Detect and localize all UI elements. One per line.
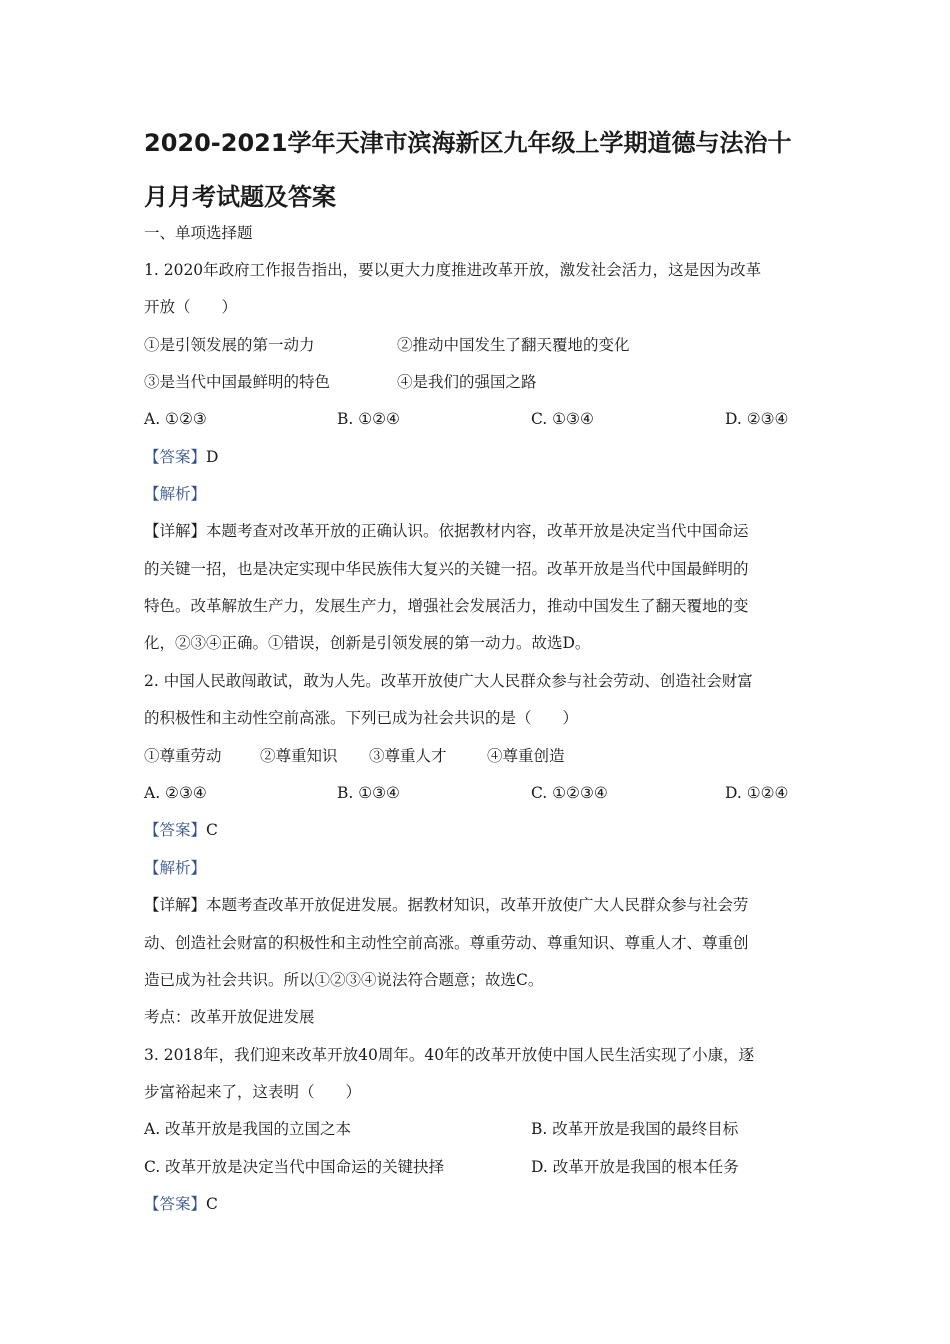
q2-detail-line-1 — [144, 894, 808, 916]
q1-detail-line-4: 化，②③④正确。①错误，创新是引领发展的第一动力。故选D。 — [144, 634, 591, 652]
q3-option-d: D. 改革开放是我国的根本任务 — [531, 1158, 739, 1176]
title-line-1: 2020-2021学年天津市滨海新区九年级上学期道德与法治十 — [144, 129, 792, 157]
q2-detail-tag: 【详解】 — [144, 896, 207, 914]
q2-detail-text-1: 本题考查改革开放促进发展。据教材知识，改革开放使广大人民群众参与社会劳 — [206, 896, 749, 914]
q1-statement-1: ①是引领发展的第一动力 — [144, 336, 315, 354]
q2-statement-2: ②尊重知识 — [260, 747, 338, 765]
q2-answer-value: C — [206, 821, 218, 839]
q1-detail-tag: 【详解】 — [144, 522, 207, 540]
q2-answer — [144, 819, 808, 841]
q2-kaodian: 考点：改革开放促进发展 — [144, 1008, 315, 1026]
title-line-2: 月月考试题及答案 — [144, 183, 336, 211]
section-heading: 一、单项选择题 — [144, 224, 253, 242]
q1-option-a: A. ①②③ — [144, 410, 207, 428]
q2-statement-4: ④尊重创造 — [487, 747, 565, 765]
q1-detail-line-1 — [144, 520, 808, 542]
q3-option-a: A. 改革开放是我国的立国之本 — [144, 1120, 352, 1138]
q1-answer-tag: 【答案】 — [144, 448, 207, 466]
q1-stem-line-1: 1. 2020年政府工作报告指出，要以更大力度推进改革开放，激发社会活力，这是因为改革 — [144, 261, 762, 279]
q3-answer-tag: 【答案】 — [144, 1195, 207, 1213]
q1-statement-3: ③是当代中国最鲜明的特色 — [144, 373, 331, 391]
q1-option-c: C. ①③④ — [531, 410, 594, 428]
q1-detail-text-1: 本题考查对改革开放的正确认识。依据教材内容，改革开放是决定当代中国命运 — [206, 522, 749, 540]
q2-stem-line-2: 的积极性和主动性空前高涨。下列已成为社会共识的是（ ） — [144, 709, 579, 727]
q2-analysis-tag: 【解析】 — [144, 859, 207, 877]
q1-stem-line-2: 开放（ ） — [144, 298, 238, 316]
q2-detail-line-2: 动、创造社会财富的积极性和主动性空前高涨。尊重劳动、尊重知识、尊重人才、尊重创 — [144, 934, 749, 952]
q1-answer — [144, 446, 808, 468]
q3-option-c: C. 改革开放是决定当代中国命运的关键抉择 — [144, 1158, 445, 1176]
q2-option-a: A. ②③④ — [144, 784, 207, 802]
q2-stem-line-1: 2. 中国人民敢闯敢试，敢为人先。改革开放使广大人民群众参与社会劳动、创造社会财富 — [144, 672, 753, 690]
q2-option-d: D. ①②④ — [725, 784, 789, 802]
q2-statement-1: ①尊重劳动 — [144, 747, 222, 765]
q3-answer-value: C — [206, 1195, 218, 1213]
q1-statement-2: ②推动中国发生了翻天覆地的变化 — [397, 336, 630, 354]
q3-stem-line-1: 3. 2018年，我们迎来改革开放40周年。40年的改革开放使中国人民生活实现了小康，逐 — [144, 1046, 755, 1064]
q2-detail-line-3: 造已成为社会共识。所以①②③④说法符合题意；故选C。 — [144, 971, 544, 989]
q1-statement-4: ④是我们的强国之路 — [397, 373, 537, 391]
q1-option-d: D. ②③④ — [725, 410, 789, 428]
document-title — [144, 116, 814, 224]
q3-option-b: B. 改革开放是我国的最终目标 — [531, 1120, 739, 1138]
q2-statement-3: ③尊重人才 — [369, 747, 447, 765]
q2-option-b: B. ①③④ — [337, 784, 400, 802]
q1-analysis-tag: 【解析】 — [144, 485, 207, 503]
q1-detail-line-3: 特色。改革解放生产力，发展生产力，增强社会发展活力，推动中国发生了翻天覆地的变 — [144, 597, 749, 615]
q1-answer-value: D — [206, 448, 219, 466]
q2-answer-tag: 【答案】 — [144, 821, 207, 839]
q3-stem-line-2: 步富裕起来了，这表明（ ） — [144, 1083, 362, 1101]
q2-option-c: C. ①②③④ — [531, 784, 608, 802]
q3-answer — [144, 1193, 808, 1215]
q1-detail-line-2: 的关键一招，也是决定实现中华民族伟大复兴的关键一招。改革开放是当代中国最鲜明的 — [144, 560, 749, 578]
q1-option-b: B. ①②④ — [337, 410, 400, 428]
